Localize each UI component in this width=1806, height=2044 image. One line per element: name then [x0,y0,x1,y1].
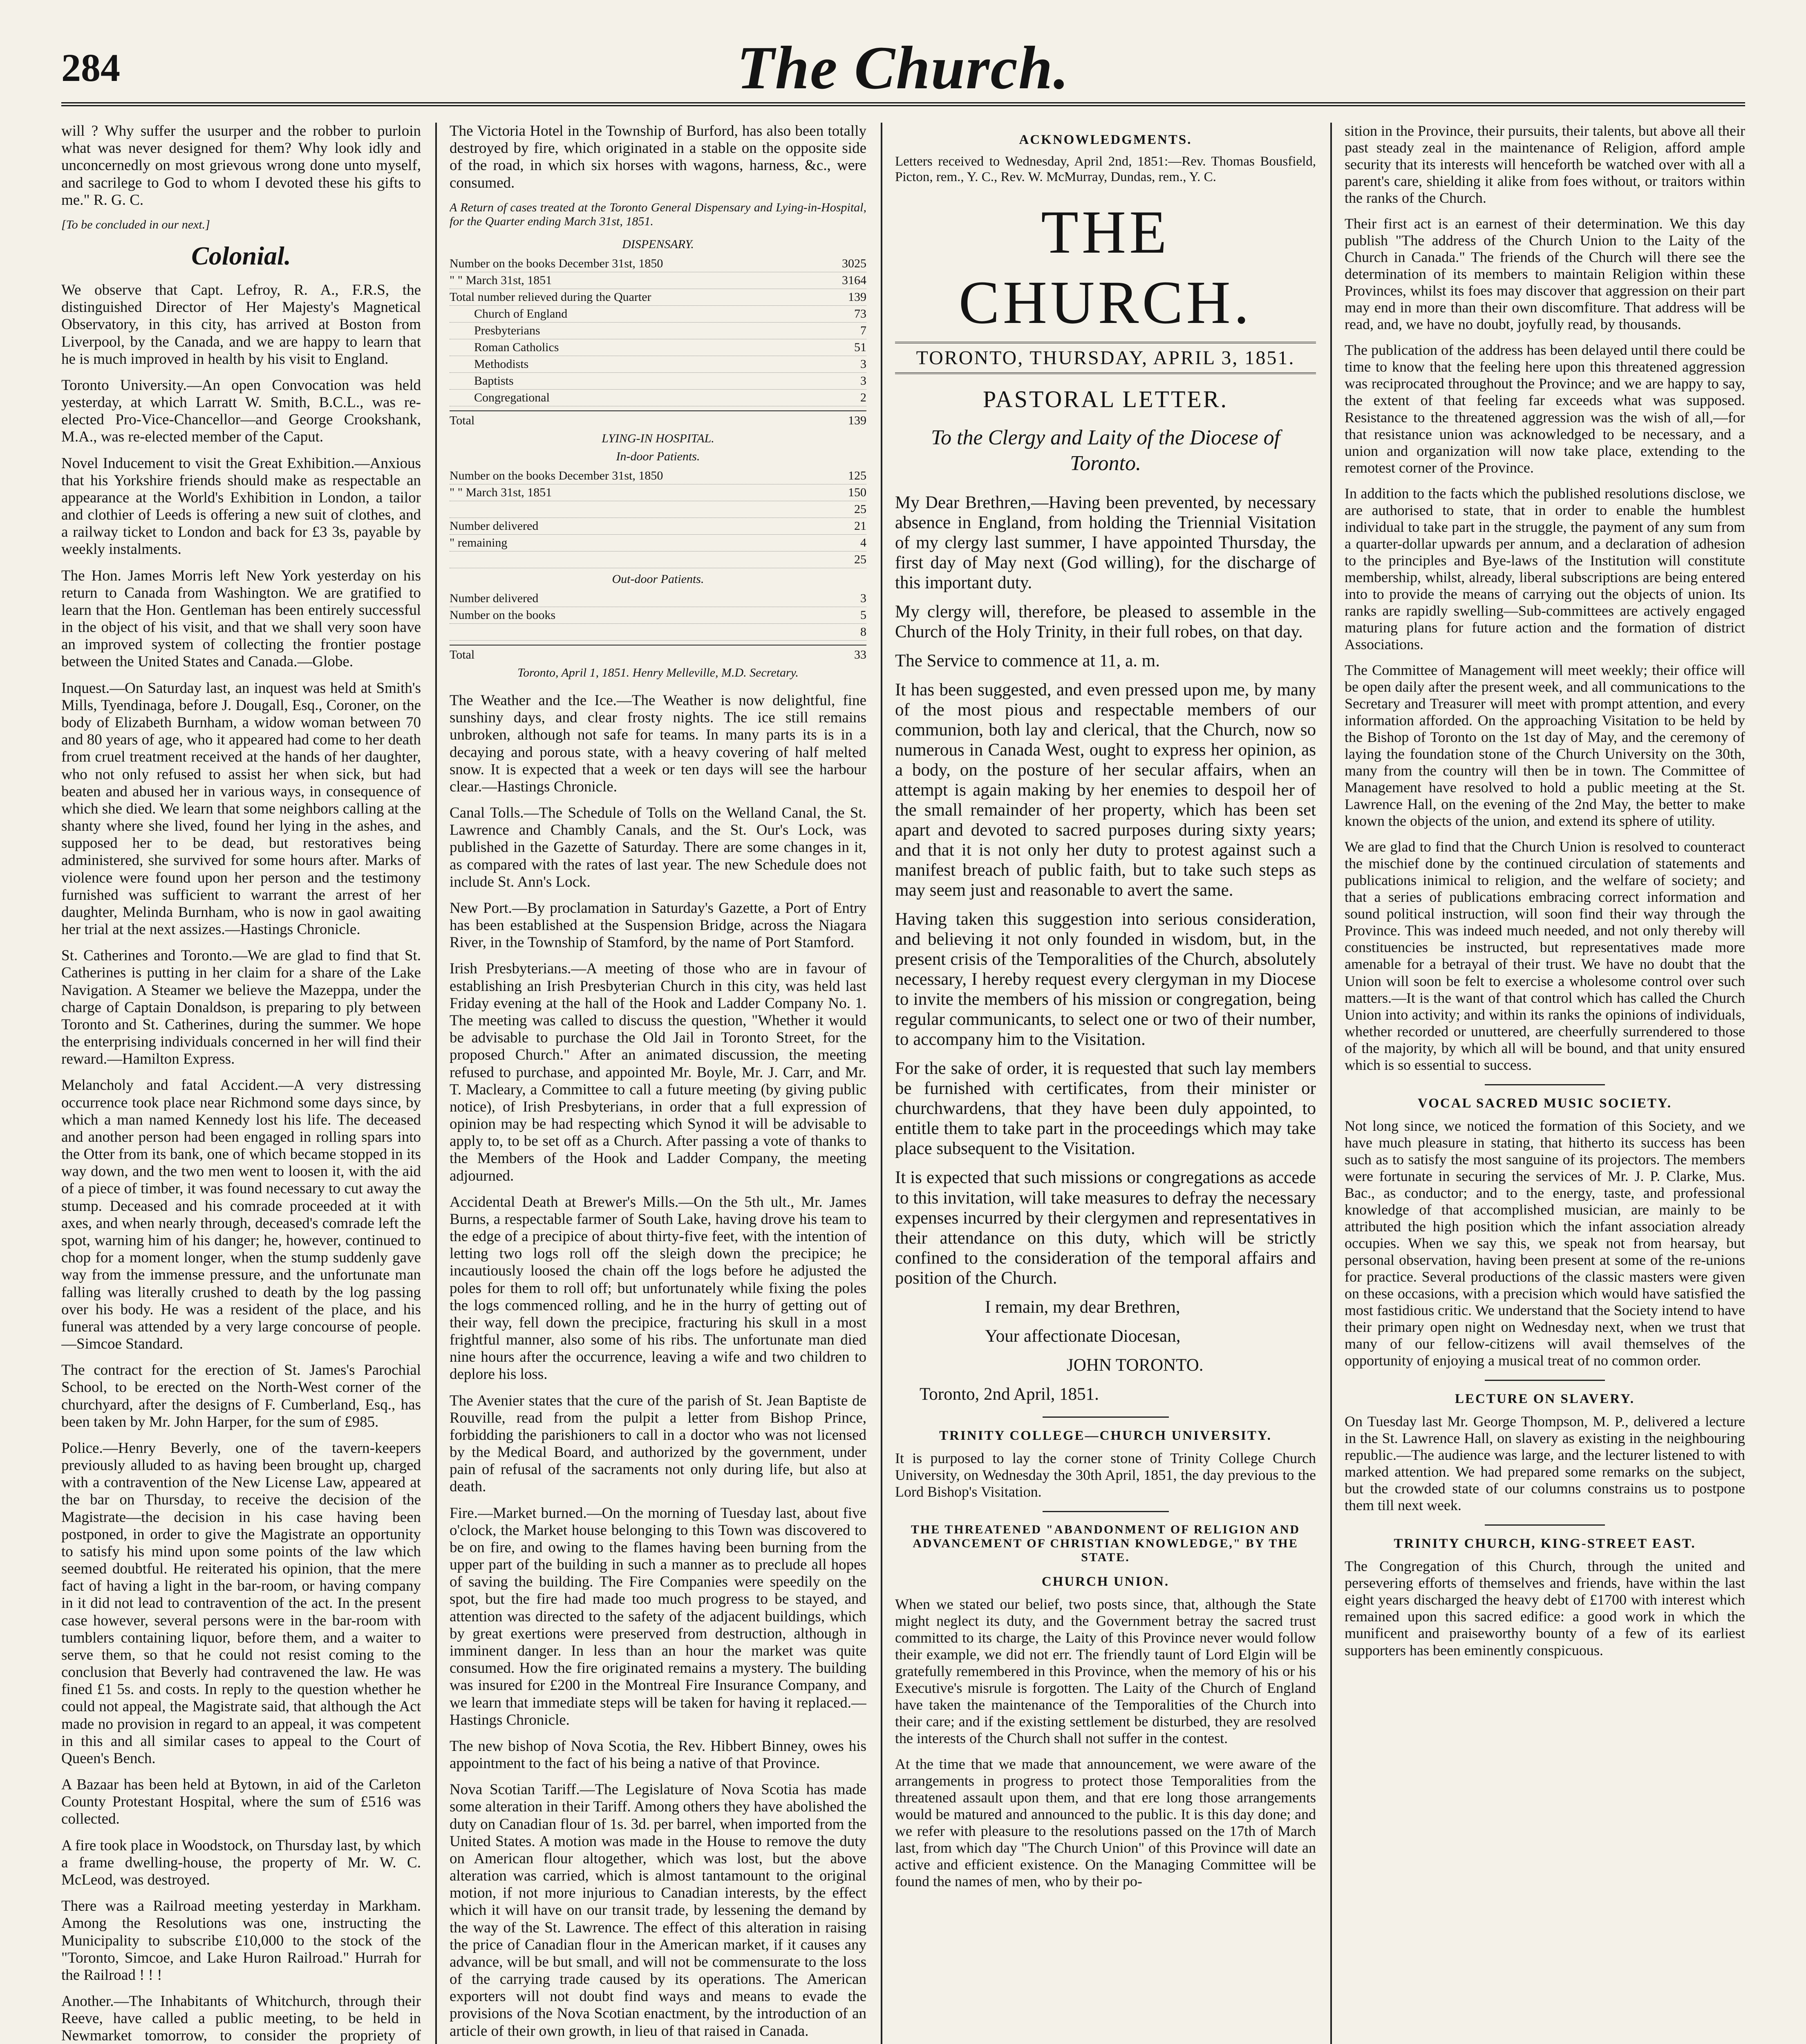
church-union-heading: CHURCH UNION. [1041,1574,1170,1589]
divider [1043,1416,1169,1418]
article: Police.—Henry Beverly, one of the tavern-keepers previously alluded to as having been brought up, charged with a contravention of the New License Law, appeared at the bar on Thursday, to receive the decision of the Magistrate—the decision in his case having been postponed, in order to give the Magistrate an opportunity to satisfy his mind upon some points of the law which seemed doubtful. He reiterated his opinion, that the mere fact of having a light in the bar-room, or having company in it did not lead to contravention of the act. In the present case however, several persons were in the bar-room with tumblers containing liquor, before them, and a waiter to serve them, so that he could not resist coming to the conclusion that Beverly had contravened the law. He was fined £1 5s. and costs. In reply to the question whether he could not appeal, the Magistrate said, that although the Act made no provision in regard to an appeal, it was competent in this and all similar cases to appeal to the Court of Queen's Bench. [61,1439,421,1767]
church-union-paragraph: When we stated our belief, two posts since, that, although the State might neglect its duty, and the Government betray the sacred trust committed to its charge, the Laity of this Province never would follow their example, we did not err. The friendly taunt of Lord Elgin will be gratefully remembered in this Province, when the memory of his or his Executive's misrule is forgotten. The Laity of the Church of England have taken the maintenance of the Temporalities of the Church into their care; and if the existing settlement be disturbed, they are resolved the interests of the Church shall not suffer in the contest. [895,1596,1316,1746]
article: The Victoria Hotel in the Township of Burford, has also been totally destroyed by fire, which originated in a stable on the opposite side of the road, in which six horses with wagons, harness, &c., were consumed. [450,123,866,191]
masthead [61,29,1745,102]
signature-date: Toronto, 2nd April, 1851. [920,1384,1099,1404]
article: Toronto University.—An open Convocation was held yesterday, at which Larratt W. Smith, B.C.L., was re-elected Pro-Vice-Chancellor—and George Crookshank, M.A., was re-elected member of the Caput. [61,377,421,446]
table-signoff: Toronto, April 1, 1851. Henry Melleville, M.D. Secretary. [517,666,799,680]
table-row: " " March 31st, 1851 150 [450,484,866,501]
newspaper-title: The Church. [737,34,1070,102]
article: The new bishop of Nova Scotia, the Rev. Hibbert Binney, owes his appointment to the fact of his being a native of that Province. [450,1737,866,1772]
acknowledgments: Letters received to Wednesday, April 2nd, 1851:—Rev. Thomas Bousfield, Picton, rem., Y. C., Rev. W. McMurray, Dundas, rem., Y. C. [895,154,1316,184]
article: Inquest.—On Saturday last, an inquest was held at Smith's Mills, Tyendinaga, before J. Dougall, Esq., Coroner, on the body of Elizabeth Burnham, a widow woman between 70 and 80 years of age, who it appeared had come to her death from cruel treatment received at the hands of her daughter, who not only refused to assist her when sick, but had beaten and abused her in various ways, in consequence of which she died. We learn that some neighbors calling at the shanty where she lived, found her lying in the ashes, and supposed her to be dead, but restoratives being administered, she survived for some hours after. Marks of violence were found upon her person and the testimony furnished was sufficient to warrant the arrest of her daughter, Melinda Burnham, who is now in gaol awaiting her trial at the next assizes.—Hastings Chronicle. [61,679,421,938]
trinity-college-notice: It is purposed to lay the corner stone of Trinity College Church University, on Wednesday the 30th April, 1851, the day previous to the Lord Bishop's Visitation. [895,1450,1316,1500]
article: The Avenier states that the cure of the parish of St. Jean Baptiste de Rouville, read from the pulpit a letter from Bishop Prince, forbidding the parishioners to call in a doctor who was not licensed by the Medical Board, and authorized by the government, under pain of refusal of the sacraments not only during life, but also at death. [450,1392,866,1495]
trinity-church-heading: TRINITY CHURCH, KING-STREET EAST. [1394,1536,1696,1551]
vocal-society-article: Not long since, we noticed the formation of this Society, and we have much pleasure in stating, that hitherto its success has been such as to satisfy the most sanguine of its projectors. The members were fortunate in securing the services of Mr. J. P. Clarke, Mus. Bac., as conductor; and to the energy, taste, and professional knowledge of that accomplished musician, are mainly to be attributed the high position which the infant association already occupies. When we say this, we speak not from hearsay, but personal observation, having been present at some of the re-unions for practice. Several productions of the classic masters were given on these occasions, with a precision which would have satisfied the most fastidious critic. We understand that the Society intend to have their primary open night on Wednesday next, when we trust that many of our fellow-citizens will avail themselves of the opportunity of enjoying a musical treat of no common order. [1345,1117,1745,1369]
signature-line: I remain, my dear Brethren, [985,1297,1180,1317]
trinity-church-article: The Congregation of this Church, through the united and persevering efforts of themselves and friends, have within the last eight years discharged the heavy debt of £1700 with interest which remained upon this sacred edifice: a good work in which the munificent and praiseworthy bounty of a few of its earliest supporters has been eminently conspicuous. [1345,1558,1745,1659]
dispensary-table [450,238,866,680]
article: The Hon. James Morris left New York yesterday on his return to Canada from Washington. We are gratified to learn that the Hon. Gentleman has been entirely successful in the object of his visit, and that we shall very soon have an improved system of collecting the frontier postage between the United States and Canada.—Globe. [61,567,421,670]
letter-paragraph: For the sake of order, it is requested that such lay members be furnished with certificates, from their minister or churchwardens, that they have been duly appointed, to entitle them to take part in the proceedings which may take place subsequent to the Visitation. [895,1059,1316,1159]
table-row: Baptists 3 [450,373,866,390]
column-rule [1330,123,1332,2044]
article: sition in the Province, their pursuits, their talents, but above all their past steady zeal in the maintenance of Religion, afford ample security that its interests will henceforth be watched over with all a parent's care, shielding it alike from foes without, or traitors within the ranks of the Church. [1345,123,1745,206]
letter-paragraph: My clergy will, therefore, be pleased to assemble in the Church of the Holy Trinity, in their full robes, on that day. [895,602,1316,642]
letter-paragraph: It has been suggested, and even pressed upon me, by many of the most pious and respectable members of our communion, both lay and clerical, that the Church, now so numerous in Canada West, ought to express her opinion, as a body, on the posture of her secular affairs, when an attempt is again making by her enemies to despoil her of the small remainder of her property, which has been set apart and devoted to sacred purposes during sixty years; and that it is not only her duty to protest against such a manifest breach of public faith, but to take such steps as may seem just and reasonable to avert the same. [895,680,1316,900]
article: A Bazaar has been held at Bytown, in aid of the Carleton County Protestant Hospital, where the sum of £516 was collected. [61,1776,421,1828]
article: We observe that Capt. Lefroy, R. A., F.R.S, the distinguished Director of Her Majesty's Magnetical Observatory, in this city, has arrived at Boston from Liverpool, by the Canada, and we are happy to learn that he is much improved in health by his visit to England. [61,282,421,368]
letter-paragraph: The Service to commence at 11, a. m. [895,651,1160,671]
column-1 [61,123,421,2044]
article: A fire took place in Woodstock, on Thursday last, by which a frame dwelling-house, the property of Mr. W. C. McLeod, was destroyed. [61,1837,421,1888]
table-row: Roman Catholics 51 [450,339,866,356]
table-total: Total 33 [450,645,866,662]
table-row: Number delivered 21 [450,518,866,535]
letter-paragraph: Having taken this suggestion into serious consideration, and believing it not only founded in wisdom, but, in the present crisis of the Temporalities of the Church, absolutely necessary, I hereby request every clergyman in my Diocese to invite the members of his mission or congregation, being regular communicants, to select one or two of their number, to accompany him to the Visitation. [895,910,1316,1049]
table-row: Presbyterians 7 [450,323,866,339]
vocal-society-heading: VOCAL SACRED MUSIC SOCIETY. [1418,1096,1672,1111]
article: Canal Tolls.—The Schedule of Tolls on the Welland Canal, the St. Lawrence and Chambly Canals, and the St. Our's Lock, was published in the Gazette of Saturday. There are some changes in it, as compared with the rates of last year. The new Schedule does not include St. Ann's Lock. [450,805,866,890]
poem-tail: will ? Why suffer the usurper and the robber to purloin what was never designed for them? Why look idly and unconcernedly on most grievous wrong done unto myself, and sacrilege to God to whom I devoted these his gifts to me." R. G. C. [61,123,421,208]
table-row: 25 [450,551,866,568]
divider [1485,1380,1605,1381]
article: We are glad to find that the Church Union is resolved to counteract the mischief done by the continued circulation of statements and publications inimical to religion, and the welfare of society; and that a series of publications embracing correct information and sound political instruction, will soon find their way through the Province. This was indeed much needed, and not only thereby will constituencies be instructed, but representatives made more amenable for a betrayal of their trust. We have no doubt that the Union will soon be felt to exercise a wholesome control over such matters.—It is the want of that control which has called the Church Union into activity; and within its ranks the opinions of individuals, whether recorded or unuttered, are cheerfully surrendered to those of the majority, by which all will be bound, and that unity ensured which is so essential to success. [1345,838,1745,1073]
table-row: Methodists 3 [450,356,866,373]
table-row: Number delivered 3 [450,590,866,607]
poem-note: [To be concluded in our next.] [61,217,210,231]
article: New Port.—By proclamation in Saturday's Gazette, a Port of Entry has been established at the Suspension Bridge, across the Niagara River, in the Township of Stamford, by the name of Port Stamford. [450,899,866,951]
dateline: TORONTO, THURSDAY, APRIL 3, 1851. [895,342,1316,374]
divider [1485,1084,1605,1085]
table-row: Total number relieved during the Quarter 139 [450,289,866,306]
pastoral-letter-title: PASTORAL LETTER. [982,386,1229,413]
page-number: 284 [61,46,120,90]
return-title: A Return of cases treated at the Toronto General Dispensary and Lying-in-Hospital, for the Quarter ending March 31st, 1851. [450,200,866,228]
table-row: Congregational 2 [450,390,866,406]
article: Melancholy and fatal Accident.—A very distressing occurrence took place near Richmond some days since, by which a man named Kennedy lost his life. The deceased and another person had been engaged in rolling spars into the Otter from its bank, one of which became stopped in its way down, and the two men went to loosen it, with the aid of a piece of timber, it was found necessary to cut away the stump. Deceased and his comrade proceeded at it with axes, and when nearly through, deceased's comrade left the spot, warning him of his danger; he, however, continued to chop for a moment longer, when the stump suddenly gave way from the immense pressure, and the unfortunate man falling was literally crushed to death by the log passing over his body. He was a resident of the place, and his funeral was attended by a very large concourse of people.—Simcoe Standard. [61,1077,421,1353]
article: Another.—The Inhabitants of Whitchurch, through their Reeve, have called a public meeting, to be held in Newmarket tomorrow, to consider the propriety of [61,1993,421,2044]
article: St. Catherines and Toronto.—We are glad to find that St. Catherines is putting in her claim for a share of the Lake Navigation. A Steamer we believe the Mazeppa, under the charge of Captain Donaldson, is preparing to ply between Toronto and St. Catherines, during the summer. We hope the enterprising individuals concerned in her will find their reward.—Hamilton Express. [61,947,421,1068]
article: Irish Presbyterians.—A meeting of those who are in favour of establishing an Irish Presbyterian Church in this city, was held last Friday evening at the hall of the Hook and Ladder Company No. 1. The meeting was called to discuss the question, "Whether it would be advisable to purchase the Old Jail in Toronto Street, for the proposed Church." After an animated discussion, the meeting refused to purchase, and appointed Mr. Boyle, Mr. J. Carr, and Mr. T. Macleary, a Committee to call a future meeting (by giving public notice), of Irish Presbyterians, in order that a full expression of opinion may be had respecting which Synod it will be advisable to apply to, to be set off as a Church. After passing a vote of thanks to the Members of the Hook and Ladder Company, the meeting adjourned. [450,960,866,1184]
divider [1043,1511,1169,1512]
article: The Weather and the Ice.—The Weather is now delightful, fine sunshiny days, and clear frosty nights. The ice still remains unbroken, although not safe for teams. In many parts its is in a decaying and porous state, with a heavy covering of half melted snow. It is expected that a week or ten days will see the harbour clear.—Hastings Chronicle. [450,692,866,795]
column-rule [435,123,437,2044]
column-3 [895,123,1316,2044]
article: The contract for the erection of St. James's Parochial School, to be erected on the North-West corner of the churchyard, after the designs of F. Cumberland, Esq., has been taken by Mr. John Harper, for the sum of £985. [61,1362,421,1430]
table-subheading: In-door Patients. [616,450,700,464]
signature-line: Your affectionate Diocesan, [985,1326,1181,1346]
column-4 [1345,123,1745,2044]
threatened-heading: THE THREATENED "ABANDONMENT OF RELIGION AND ADVANCEMENT OF CHRISTIAN KNOWLEDGE," BY THE STATE. [911,1522,1300,1564]
acknowledgments-heading: ACKNOWLEDGMENTS. [1019,132,1192,147]
section-colonial: Colonial. [191,241,291,271]
lecture-heading: LECTURE ON SLAVERY. [1455,1392,1635,1407]
article: In addition to the facts which the published resolutions disclose, we are authorised to state, that in order to enable the humblest individual to take part in the struggle, the payment of any sum from a quarter-dollar upwards per annum, and a declaration of adhesion to the principles and Bye-laws of the Institution will constitute membership, whilst, already, liberal subscriptions are being entered into to provide the means of carrying out the objects of union. Its ranks are rapidly swelling—Sub-committees are actively engaged maturing plans for future action and the formation of district Associations. [1345,485,1745,652]
trinity-college-heading: TRINITY COLLEGE—CHURCH UNIVERSITY. [939,1428,1272,1443]
article: The Committee of Management will meet weekly; their office will be open daily after the present week, and all communications to the Secretary and Treasurer will meet with prompt attention, and every information afforded. On the approaching Visitation to be held by the Bishop of Toronto on the 1st day of May, and the ceremony of laying the foundation stone of the Church University on the 30th, many from the country will then be in town. The Committee of Management have resolved to hold a public meeting at the St. Lawrence Hall, on the evening of the 2nd May, the better to make known the objects of the union, and extend its sphere of utility. [1345,661,1745,829]
article: Nova Scotian Tariff.—The Legislature of Nova Scotia has made some alteration in their Tariff. Among others they have abolished the duty on Canadian flour of 1s. 3d. per barrel, when imported from the United States. A motion was made in the House to remove the duty on American flour altogether, which was lost, but the above alteration was carried, which is almost tantamount to the original motion, if not more injurious to Canadian interests, by the effect which it will have on our transit trade, by lessening the demand by the way of the St. Lawrence. The effect of this alteration in raising the price of Canadian flour in the American market, if it causes any advance, will be but small, and will not be commensurate to the loss of the carrying trade caused by its operations. The American exporters will not doubt find ways and means to evade the provisions of the Nova Scotian enactment, by the introduction of an article of their own growth, in lieu of that raised in Canada. [450,1781,866,2040]
table-total: Total 139 [450,410,866,428]
table-row: 8 [450,624,866,641]
table-heading: DISPENSARY. [622,238,694,251]
article: Their first act is an earnest of their determination. We this day publish "The address of the Church Union to the Laity of the Church in Canada." The friends of the Church will there see the determination of its members to maintain Religion within these Provinces, whilst its foes may discover that aggression on their part may end in more than their own discomfiture. That address will be read, and, we have no doubt, joyfully read, by thousands. [1345,215,1745,333]
letter-paragraph: My Dear Brethren,—Having been prevented, by necessary absence in England, from holding the Triennial Visitation of my clergy last summer, I have appointed Thursday, the first day of May next (God willing), for the discharge of this important duty. [895,493,1316,593]
letter-paragraph: It is expected that such missions or congregations as accede to this invitation, will take measures to defray the necessary expenses incurred by their clergymen and representatives in their attendance on this duty, which will be strictly confined to the consideration of the temporal affairs and position of the Church. [895,1168,1316,1288]
table-row: Number on the books 5 [450,607,866,624]
table-row: " remaining 4 [450,535,866,551]
signature-name: JOHN TORONTO. [1067,1355,1204,1375]
editorial-title: THE CHURCH. [958,198,1253,337]
article: Accidental Death at Brewer's Mills.—On the 5th ult., Mr. James Burns, a respectable farmer of South Lake, having drove his team to the edge of a precipice of about thirty-five feet, with the intention of letting two logs roll off the sleigh down the precipice; he incautiously loosed the chain off the logs before he adjusted the poles for them to roll off; but unfortunately while fixing the poles the logs commenced rolling, and he in the hurry of getting out of their way, fell down the precipice, fracturing his skull in a most frightful manner, also some of his ribs. The unfortunate man died nine hours after the occurrence, leaving a wife and two children to deplore his loss. [450,1193,866,1383]
divider [1485,1524,1605,1526]
table-subheading: Out-door Patients. [612,572,704,586]
column-rule [881,123,882,2044]
table-row: Number on the books December 31st, 1850 3025 [450,256,866,272]
lecture-article: On Tuesday last Mr. George Thompson, M. P., delivered a lecture in the St. Lawrence Hall, on slavery as existing in the neighbouring republic.—The audience was large, and the lecturer listened to with marked attention. We had prepared some remarks on the subject, but the crowded state of our columns constrains us to postpone them till next week. [1345,1413,1745,1514]
table-row: Number on the books December 31st, 1850 125 [450,468,866,484]
letter-address: To the Clergy and Laity of the Diocese of Toronto. [931,426,1280,475]
table-row: " " March 31st, 1851 3164 [450,272,866,289]
article: Fire.—Market burned.—On the morning of Tuesday last, about five o'clock, the Market house belonging to this Town was discovered to be on fire, and owing to the flames having been burning from the upper part of the building in such a manner as to preclude all hopes of saving the building. The Fire Companies were speedily on the spot, but the fire had made too much progress to be stayed, and attention was directed to the safety of the adjacent buildings, which by great exertions were preserved from destruction, although in imminent danger. In less than an hour the market was quite consumed. How the fire originated remains a mystery. The building was insured for £200 in the Montreal Fire Insurance Company, and we learn that immediate steps will be taken for having it replaced.—Hastings Chronicle. [450,1504,866,1728]
masthead-rule [61,102,1745,106]
church-union-paragraph: At the time that we made that announcement, we were aware of the arrangements in progress to protect those Temporalities from the threatened assault upon them, and that ere long those arrangements would be matured and announced to the public. It is this day done; and we refer with pleasure to the resolutions passed on the 17th of March last, from which day "The Church Union" of this Province will date an active and efficient existence. On the Managing Committee will be found the names of men, who by their po- [895,1756,1316,1890]
article: Novel Inducement to visit the Great Exhibition.—Anxious that his Yorkshire friends should make as respectable an appearance at the World's Exhibition in London, a tailor and clothier of Leeds is offering a new suit of clothes, and a railway ticket to London and back for £3 3s, payable by weekly instalments. [61,455,421,558]
table-heading: LYING-IN HOSPITAL. [602,432,714,446]
column-2 [450,123,866,2044]
table-row: 25 [450,501,866,518]
table-row: Church of England 73 [450,306,866,323]
article: There was a Railroad meeting yesterday in Markham. Among the Resolutions was one, instructing the Municipality to subscribe £10,000 to the stock of the "Toronto, Simcoe, and Lake Huron Railroad." Hurrah for the Railroad ! ! ! [61,1898,421,1983]
article: The publication of the address has been delayed until there could be time to know that the feeling here upon this threatened aggression was reciprocated throughout the Province; and we are happy to say, the extent of that feeling far exceeds what was supposed. Resistance to the threatened aggression was the wish of all,—for that resistance union was acknowledged to be necessary, and a union and organization will now take place, extending to the remotest corner of the Province. [1345,342,1745,476]
